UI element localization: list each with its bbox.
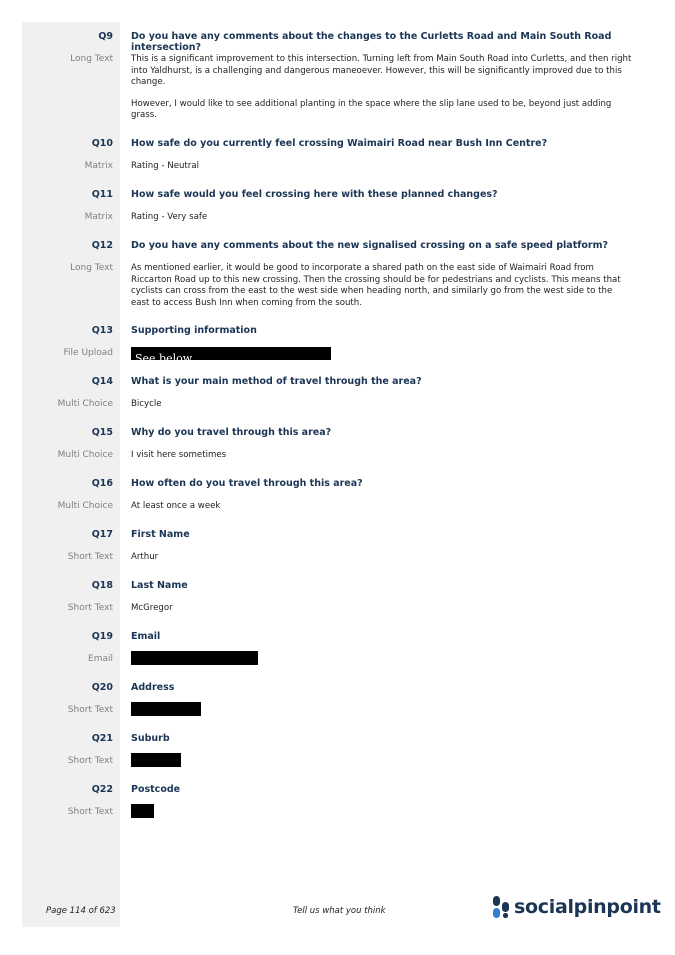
question-title: Address (131, 682, 175, 693)
question-type: Short Text (67, 552, 113, 562)
question-title: Email (131, 631, 161, 642)
question-number: Q12 (91, 240, 113, 251)
answer-text: I visit here sometimes (131, 450, 227, 460)
footer-tagline: Tell us what you think (293, 906, 386, 916)
answer-paragraph: However, I would like to see additional planting in the space where the slip lane used to be, beyond just adding grass. (131, 98, 612, 120)
question-title: Last Name (131, 580, 188, 591)
answer-text: Bicycle (131, 399, 162, 409)
question-title: Postcode (131, 784, 181, 795)
question-number: Q15 (91, 427, 113, 438)
question-type: File Upload (63, 348, 113, 358)
question-type: Long Text (70, 54, 113, 64)
answer-text: McGregor (131, 603, 173, 613)
question-title: Why do you travel through this area? (131, 427, 332, 438)
question-number: Q16 (91, 478, 113, 489)
question-title: What is your main method of travel through the area? (131, 376, 422, 387)
question-type: Short Text (67, 756, 113, 766)
question-number: Q17 (91, 529, 113, 540)
question-title: Supporting information (131, 325, 257, 336)
question-number: Q11 (91, 189, 113, 200)
question-title: First Name (131, 529, 190, 540)
question-type: Matrix (84, 212, 113, 222)
question-number: Q21 (91, 733, 113, 744)
redacted-file-label: See below (135, 352, 193, 365)
question-type: Multi Choice (57, 501, 113, 511)
page-number: Page 114 of 623 (46, 906, 116, 916)
question-type: Short Text (67, 705, 113, 715)
question-number: Q14 (91, 376, 113, 387)
answer-text: At least once a week (131, 501, 221, 511)
question-title: How often do you travel through this area? (131, 478, 363, 489)
answer-text (131, 263, 633, 319)
question-title: Do you have any comments about the changes to the Curletts Road and Main South Road intersection? (131, 31, 612, 53)
question-type: Short Text (67, 603, 113, 613)
answer-text (131, 54, 633, 132)
redaction-box (131, 702, 201, 716)
question-number: Q13 (91, 325, 113, 336)
question-number: Q9 (98, 31, 113, 42)
question-type: Long Text (70, 263, 113, 273)
question-title: How safe would you feel crossing here with these planned changes? (131, 189, 498, 200)
question-number: Q22 (91, 784, 113, 795)
question-number: Q20 (91, 682, 113, 693)
question-type: Email (88, 654, 113, 664)
redaction-box (131, 651, 258, 665)
answer-paragraph: This is a significant improvement to this intersection. Turning left from Main South Road into Curletts, and then right into Yaldhurst, is a challenging and dangerous maneoever. However, this will be significantly improved due to this change. (131, 54, 632, 87)
redaction-box (131, 347, 331, 365)
question-type: Short Text (67, 807, 113, 817)
answer-text: Arthur (131, 552, 159, 562)
redaction-box (131, 804, 154, 818)
answer-text: Rating - Neutral (131, 161, 199, 171)
question-title: Do you have any comments about the new signalised crossing on a safe speed platform? (131, 240, 609, 251)
answer-paragraph: As mentioned earlier, it would be good to incorporate a shared path on the east side of Waimairi Road from Riccarton Road up to this new crossing. Then the crossing should be for pedestrians and cyclists. This means that cyclists can cross from the east to the west side when heading north, and similarly go from the west side to the east to access Bush Inn when coming from the south. (131, 263, 621, 308)
redaction-box (131, 753, 181, 767)
socialpinpoint-logo (492, 894, 661, 920)
question-type: Matrix (84, 161, 113, 171)
question-number: Q10 (91, 138, 113, 149)
answer-text: Rating - Very safe (131, 212, 208, 222)
question-type: Multi Choice (57, 450, 113, 460)
logo-wordmark: socialpinpoint (514, 896, 661, 918)
question-title: How safe do you currently feel crossing Waimairi Road near Bush Inn Centre? (131, 138, 548, 149)
question-number: Q19 (91, 631, 113, 642)
question-number: Q18 (91, 580, 113, 591)
question-title: Suburb (131, 733, 170, 744)
pin-logo-icon (492, 895, 510, 919)
question-type: Multi Choice (57, 399, 113, 409)
